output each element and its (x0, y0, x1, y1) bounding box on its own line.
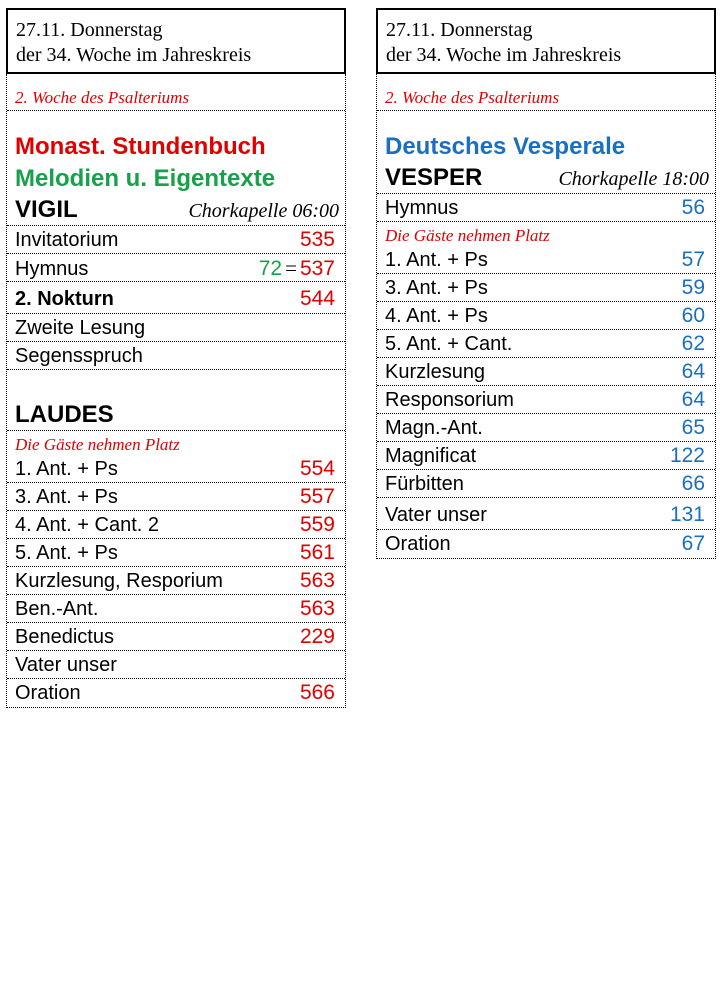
item-label: Oration (385, 533, 451, 555)
item-page: 67 (681, 532, 705, 555)
list-item (7, 282, 345, 314)
item-page: 554 (299, 457, 335, 480)
item-label: Vater unser (15, 654, 117, 676)
list-item (7, 455, 345, 483)
vesper-header (377, 163, 715, 194)
vigil-header (7, 195, 345, 226)
item-label: 5. Ant. + Ps (15, 542, 118, 564)
vigil-chapel-time: Chorkapelle 06:00 (188, 200, 339, 222)
list-item (7, 314, 345, 342)
item-label: Fürbitten (385, 473, 464, 495)
item-page: 535 (299, 228, 335, 251)
item-label: Kurzlesung (385, 361, 486, 383)
item-page: 62 (681, 332, 705, 355)
item-page: 557 (299, 485, 335, 508)
item-page: 559 (299, 513, 335, 536)
item-page: 64 (681, 388, 705, 411)
date-box (6, 8, 346, 74)
list-item (377, 274, 715, 302)
item-label: 2. Nokturn (15, 288, 114, 310)
date-line-1: 27.11. Donnerstag (16, 19, 163, 41)
item-label: Magnificat (385, 445, 477, 467)
section-spacer (7, 370, 345, 394)
book-title-vesperale: Deutsches Vesperale (385, 133, 626, 160)
list-item (377, 358, 715, 386)
item-page: 229 (299, 625, 335, 648)
item-label: 4. Ant. + Ps (385, 305, 488, 327)
vesper-chapel-time: Chorkapelle 18:00 (558, 168, 709, 190)
item-page: 65 (681, 416, 705, 439)
left-card-body (6, 74, 346, 708)
book-title-stundenbuch: Monast. Stundenbuch (15, 133, 266, 160)
item-label: 3. Ant. + Ps (15, 486, 118, 508)
list-item (377, 386, 715, 414)
equals-sign: = (285, 256, 297, 280)
item-page: 131 (669, 503, 705, 526)
date-line-2: der 34. Woche im Jahreskreis (16, 44, 252, 66)
item-label: Kurzlesung, Resporium (15, 570, 223, 592)
date-line-1: 27.11. Donnerstag (386, 19, 533, 41)
item-page-group (259, 254, 335, 283)
psalter-week: 2. Woche des Psalteriums (7, 74, 345, 111)
item-label: Zweite Lesung (15, 317, 146, 339)
item-label: Segensspruch (15, 345, 143, 367)
list-item (7, 511, 345, 539)
item-label: Hymnus (385, 197, 459, 219)
list-item (377, 246, 715, 274)
item-page: 60 (681, 304, 705, 327)
vigil-title: VIGIL (15, 196, 78, 223)
date-line-2: der 34. Woche im Jahreskreis (386, 44, 622, 66)
right-card-body (376, 74, 716, 559)
list-item (7, 342, 345, 370)
vesper-title: VESPER (385, 164, 483, 191)
item-label: 1. Ant. + Ps (385, 249, 488, 271)
list-item (377, 470, 715, 498)
item-page: 57 (681, 248, 705, 271)
item-label: Invitatorium (15, 229, 119, 251)
item-page: 56 (681, 196, 705, 219)
item-label: 5. Ant. + Cant. (385, 333, 513, 355)
list-item (7, 567, 345, 595)
item-page: 544 (299, 287, 335, 310)
book-title-melodien: Melodien u. Eigentexte (15, 165, 276, 192)
list-item (377, 414, 715, 442)
list-item (7, 679, 345, 707)
date-box (376, 8, 716, 74)
item-label: Responsorium (385, 389, 514, 411)
item-label: Vater unser (385, 504, 487, 526)
list-item (377, 330, 715, 358)
psalter-week: 2. Woche des Psalteriums (377, 74, 715, 111)
list-item (7, 254, 345, 282)
guests-note: Die Gäste nehmen Platz (15, 435, 180, 454)
list-item (377, 442, 715, 470)
list-item (7, 651, 345, 679)
item-page: 64 (681, 360, 705, 383)
item-page-green: 72 (258, 257, 283, 280)
laudes-title: LAUDES (7, 394, 345, 431)
item-page: 563 (299, 597, 335, 620)
item-label: Oration (15, 682, 81, 704)
item-page: 59 (681, 276, 705, 299)
item-label: Benedictus (15, 626, 114, 648)
right-card (376, 8, 716, 559)
item-label: 3. Ant. + Ps (385, 277, 488, 299)
item-page: 563 (299, 569, 335, 592)
list-item (377, 194, 715, 222)
item-label: Hymnus (15, 258, 89, 280)
item-page: 566 (299, 681, 335, 704)
list-item (377, 302, 715, 330)
item-label: 1. Ant. + Ps (15, 458, 118, 480)
item-page: 66 (681, 472, 705, 495)
item-label: Magn.-Ant. (385, 417, 483, 439)
list-item (377, 498, 715, 530)
item-page: 122 (669, 444, 705, 467)
item-label: Ben.-Ant. (15, 598, 99, 620)
list-item (377, 530, 715, 558)
list-item (7, 539, 345, 567)
list-item (7, 226, 345, 254)
list-item (7, 623, 345, 651)
item-page: 561 (299, 541, 335, 564)
item-label: 4. Ant. + Cant. 2 (15, 514, 159, 536)
list-item (7, 595, 345, 623)
item-page: 537 (299, 257, 335, 280)
left-card (6, 8, 346, 708)
list-item (7, 483, 345, 511)
guests-note: Die Gäste nehmen Platz (385, 226, 550, 245)
